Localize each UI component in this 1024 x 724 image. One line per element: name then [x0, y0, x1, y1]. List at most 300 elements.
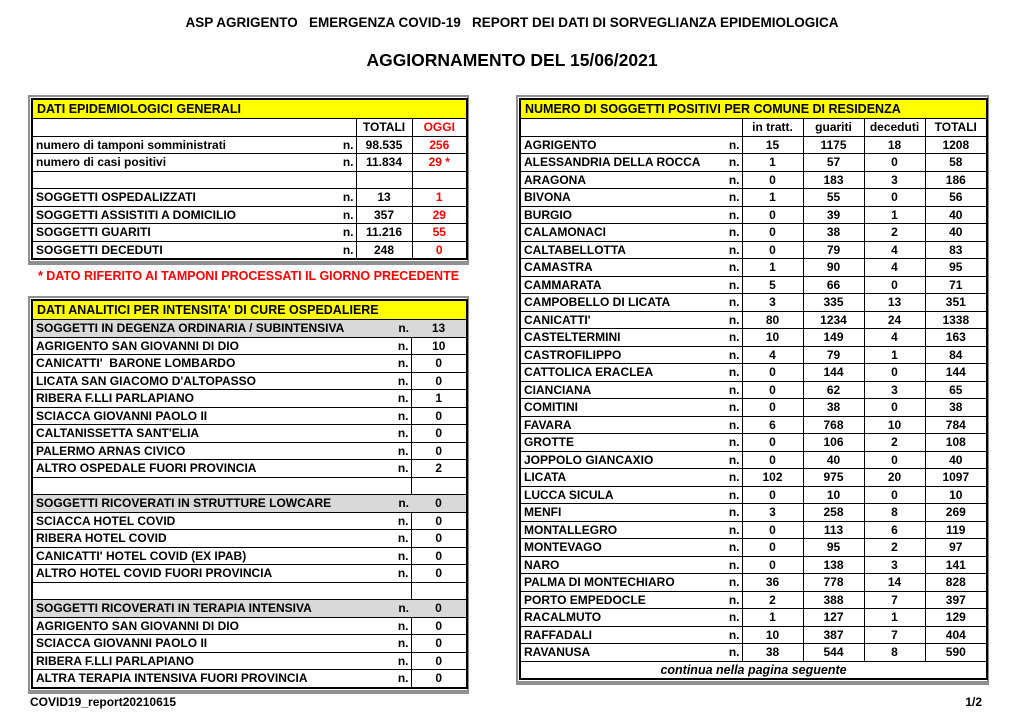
- comune-name: GROTTE: [520, 434, 716, 452]
- unit-label: n.: [716, 416, 742, 434]
- totali-value: 590: [925, 644, 987, 662]
- unit-label: n.: [716, 539, 742, 557]
- in-tratt-value: 1: [742, 154, 803, 172]
- comune-name: JOPPOLO GIANCAXIO: [520, 451, 716, 469]
- comune-name: BIVONA: [520, 189, 716, 207]
- totali-value: 97: [925, 539, 987, 557]
- empty-header-cell: [332, 119, 356, 137]
- unit-label: n.: [387, 320, 411, 338]
- oggi-value: 1: [412, 189, 467, 207]
- unit-label: n.: [332, 224, 356, 242]
- guariti-value: 768: [803, 416, 864, 434]
- unit-label: n.: [716, 644, 742, 662]
- hospital-care-table: [28, 296, 469, 694]
- totali-value: 13: [356, 189, 412, 207]
- row-label: SOGGETTI GUARITI: [32, 224, 332, 242]
- in-tratt-value: 2: [742, 591, 803, 609]
- row-label: numero di casi positivi: [32, 154, 332, 172]
- deceduti-value: 7: [864, 591, 925, 609]
- unit-label: n.: [716, 486, 742, 504]
- totali-value: 95: [925, 259, 987, 277]
- totali-value: 119: [925, 521, 987, 539]
- row-value: 0: [411, 442, 467, 460]
- totali-value: 186: [925, 171, 987, 189]
- oggi-value: 29 *: [412, 154, 467, 172]
- oggi-value: 256: [412, 136, 467, 154]
- empty-header-cell: [520, 119, 716, 137]
- comuni-table-title: NUMERO DI SOGGETTI POSITIVI PER COMUNE DI RESIDENZA: [520, 99, 987, 119]
- in-tratt-value: 102: [742, 469, 803, 487]
- in-tratt-value: 0: [742, 539, 803, 557]
- comune-name: MONTALLEGRO: [520, 521, 716, 539]
- row-value: 0: [411, 512, 467, 530]
- row-label: SOGGETTI OSPEDALIZZATI: [32, 189, 332, 207]
- totali-value: 108: [925, 434, 987, 452]
- deceduti-value: 7: [864, 626, 925, 644]
- totali-value: 357: [356, 206, 412, 224]
- row-value: 10: [411, 337, 467, 355]
- table-row: [32, 407, 467, 425]
- deceduti-value: 4: [864, 329, 925, 347]
- totali-value: 784: [925, 416, 987, 434]
- table-title-row: [520, 99, 987, 119]
- table-row: [520, 241, 987, 259]
- table-row: [32, 617, 467, 635]
- comune-name: CATTOLICA ERACLEA: [520, 364, 716, 382]
- deceduti-value: 1: [864, 609, 925, 627]
- guariti-value: 90: [803, 259, 864, 277]
- unit-label: n.: [387, 495, 411, 513]
- row-label: [32, 477, 387, 495]
- table-row: [520, 136, 987, 154]
- comune-name: MONTEVAGO: [520, 539, 716, 557]
- deceduti-value: 4: [864, 241, 925, 259]
- in-tratt-value: 4: [742, 346, 803, 364]
- comune-name: PORTO EMPEDOCLE: [520, 591, 716, 609]
- row-label: [32, 171, 332, 189]
- comune-name: RAVANUSA: [520, 644, 716, 662]
- row-value: 0: [411, 355, 467, 373]
- unit-label: n.: [387, 547, 411, 565]
- row-label: ALTRO HOTEL COVID FUORI PROVINCIA: [32, 565, 387, 583]
- row-label: SCIACCA GIOVANNI PAOLO II: [32, 407, 387, 425]
- in-tratt-value: 0: [742, 451, 803, 469]
- unit-label: n.: [716, 521, 742, 539]
- unit-label: n.: [716, 469, 742, 487]
- table-header-row: [32, 119, 467, 137]
- comune-name: FAVARA: [520, 416, 716, 434]
- unit-label: n.: [716, 591, 742, 609]
- table-row: [520, 486, 987, 504]
- in-tratt-value: 10: [742, 626, 803, 644]
- totali-value: 84: [925, 346, 987, 364]
- unit-label: n.: [716, 224, 742, 242]
- table-row: [32, 224, 467, 242]
- in-tratt-value: 80: [742, 311, 803, 329]
- comune-name: CAMPOBELLO DI LICATA: [520, 294, 716, 312]
- hospital-table-title: DATI ANALITICI PER INTENSITA' DI CURE OSPEDALIERE: [32, 300, 467, 320]
- table-row: [32, 241, 467, 259]
- unit-label: n.: [716, 609, 742, 627]
- guariti-value: 387: [803, 626, 864, 644]
- unit-label: n.: [332, 154, 356, 172]
- deceduti-value: 0: [864, 399, 925, 417]
- deceduti-value: 0: [864, 276, 925, 294]
- row-label: [32, 582, 387, 600]
- unit-label: n.: [716, 311, 742, 329]
- table-row: [520, 346, 987, 364]
- totali-column-header: TOTALI: [356, 119, 412, 137]
- comune-name: LICATA: [520, 469, 716, 487]
- table-row: [520, 329, 987, 347]
- totali-value: 1097: [925, 469, 987, 487]
- row-label: ALTRO OSPEDALE FUORI PROVINCIA: [32, 460, 387, 478]
- tamponi-footnote: * DATO RIFERITO AI TAMPONI PROCESSATI IL GIORNO PRECEDENTE: [37, 269, 460, 283]
- table-row: [520, 364, 987, 382]
- page-number: 1/2: [965, 695, 982, 709]
- guariti-value: 66: [803, 276, 864, 294]
- totali-value: 404: [925, 626, 987, 644]
- guariti-column-header: guariti: [803, 119, 864, 137]
- unit-label: n.: [716, 504, 742, 522]
- update-date-title: AGGIORNAMENTO DEL 15/06/2021: [366, 50, 658, 70]
- in-tratt-value: 10: [742, 329, 803, 347]
- table-row: [32, 390, 467, 408]
- totali-value: 163: [925, 329, 987, 347]
- row-label: CALTANISSETTA SANT'ELIA: [32, 425, 387, 443]
- oggi-column-header: OGGI: [412, 119, 467, 137]
- totali-column-header: TOTALI: [925, 119, 987, 137]
- deceduti-value: 1: [864, 346, 925, 364]
- deceduti-value: 0: [864, 364, 925, 382]
- table-row: [520, 574, 987, 592]
- row-label: LICATA SAN GIACOMO D'ALTOPASSO: [32, 372, 387, 390]
- guariti-value: 38: [803, 399, 864, 417]
- row-label: SOGGETTI RICOVERATI IN TERAPIA INTENSIVA: [32, 600, 387, 618]
- row-value: 0: [411, 635, 467, 653]
- row-value: 0: [411, 547, 467, 565]
- unit-label: n.: [716, 329, 742, 347]
- deceduti-column-header: deceduti: [864, 119, 925, 137]
- unit-label: n.: [716, 434, 742, 452]
- in-tratt-value: 0: [742, 399, 803, 417]
- table-row: [520, 224, 987, 242]
- row-value: 0: [411, 425, 467, 443]
- deceduti-value: 2: [864, 539, 925, 557]
- guariti-value: 106: [803, 434, 864, 452]
- row-value: 2: [411, 460, 467, 478]
- table-row: [520, 381, 987, 399]
- row-label: RIBERA HOTEL COVID: [32, 530, 387, 548]
- row-label: RIBERA F.LLI PARLAPIANO: [32, 652, 387, 670]
- table-row: [520, 451, 987, 469]
- deceduti-value: 3: [864, 171, 925, 189]
- table-row: [520, 626, 987, 644]
- unit-label: n.: [387, 442, 411, 460]
- comune-name: RACALMUTO: [520, 609, 716, 627]
- unit-label: n.: [387, 652, 411, 670]
- deceduti-value: 6: [864, 521, 925, 539]
- in-tratt-value: 1: [742, 189, 803, 207]
- table-row: [520, 416, 987, 434]
- row-value: 0: [411, 565, 467, 583]
- comune-name: MENFI: [520, 504, 716, 522]
- row-label: CANICATTI' BARONE LOMBARDO: [32, 355, 387, 373]
- unit-label: n.: [387, 512, 411, 530]
- deceduti-value: 2: [864, 434, 925, 452]
- unit-label: n.: [716, 399, 742, 417]
- empty-header-cell: [716, 119, 742, 137]
- guariti-value: 79: [803, 346, 864, 364]
- totali-value: 10: [925, 486, 987, 504]
- comune-name: CASTROFILIPPO: [520, 346, 716, 364]
- deceduti-value: 3: [864, 381, 925, 399]
- guariti-value: 40: [803, 451, 864, 469]
- table-row: [520, 556, 987, 574]
- in-tratt-value: 15: [742, 136, 803, 154]
- guariti-value: 57: [803, 154, 864, 172]
- guariti-value: 335: [803, 294, 864, 312]
- deceduti-value: 13: [864, 294, 925, 312]
- unit-label: n.: [332, 136, 356, 154]
- row-value: 13: [411, 320, 467, 338]
- report-header-title: ASP AGRIGENTO EMERGENZA COVID-19 REPORT DEI DATI DI SORVEGLIANZA EPIDEMIOLOGICA: [185, 15, 839, 30]
- row-value: 0: [411, 495, 467, 513]
- totali-value: 351: [925, 294, 987, 312]
- in-tratt-value: 0: [742, 381, 803, 399]
- unit-label: n.: [387, 600, 411, 618]
- unit-label: n.: [387, 530, 411, 548]
- unit-label: n.: [716, 189, 742, 207]
- deceduti-value: 18: [864, 136, 925, 154]
- table-row: [32, 530, 467, 548]
- comune-name: LUCCA SICULA: [520, 486, 716, 504]
- unit-label: [332, 171, 356, 189]
- table-row: [32, 372, 467, 390]
- row-label: SOGGETTI RICOVERATI IN STRUTTURE LOWCARE: [32, 495, 387, 513]
- in-tratt-column-header: in tratt.: [742, 119, 803, 137]
- oggi-value: 29: [412, 206, 467, 224]
- table-row: [520, 189, 987, 207]
- unit-label: n.: [716, 259, 742, 277]
- guariti-value: 38: [803, 224, 864, 242]
- in-tratt-value: 0: [742, 241, 803, 259]
- deceduti-value: 24: [864, 311, 925, 329]
- row-label: AGRIGENTO SAN GIOVANNI DI DIO: [32, 617, 387, 635]
- table-row: [32, 425, 467, 443]
- deceduti-value: 0: [864, 451, 925, 469]
- in-tratt-value: 3: [742, 504, 803, 522]
- guariti-value: 55: [803, 189, 864, 207]
- comune-name: ALESSANDRIA DELLA ROCCA: [520, 154, 716, 172]
- unit-label: n.: [387, 635, 411, 653]
- table-row: [520, 276, 987, 294]
- table-row: [520, 171, 987, 189]
- unit-label: n.: [716, 556, 742, 574]
- guariti-value: 113: [803, 521, 864, 539]
- unit-label: [387, 477, 411, 495]
- totali-value: 269: [925, 504, 987, 522]
- table-row: [32, 652, 467, 670]
- table-row: [520, 469, 987, 487]
- in-tratt-value: 3: [742, 294, 803, 312]
- row-label: SOGGETTI DECEDUTI: [32, 241, 332, 259]
- totali-value: 1208: [925, 136, 987, 154]
- unit-label: n.: [716, 381, 742, 399]
- guariti-value: 39: [803, 206, 864, 224]
- section-header-row: [32, 495, 467, 513]
- unit-label: n.: [387, 407, 411, 425]
- in-tratt-value: 1: [742, 259, 803, 277]
- deceduti-value: 8: [864, 504, 925, 522]
- table-row: [520, 311, 987, 329]
- row-label: ALTRA TERAPIA INTENSIVA FUORI PROVINCIA: [32, 670, 387, 688]
- unit-label: n.: [716, 451, 742, 469]
- in-tratt-value: 1: [742, 609, 803, 627]
- unit-label: n.: [332, 241, 356, 259]
- comune-name: RAFFADALI: [520, 626, 716, 644]
- guariti-value: 544: [803, 644, 864, 662]
- row-value: 1: [411, 390, 467, 408]
- unit-label: n.: [716, 154, 742, 172]
- guariti-value: 149: [803, 329, 864, 347]
- deceduti-value: 10: [864, 416, 925, 434]
- guariti-value: 388: [803, 591, 864, 609]
- empty-header-cell: [32, 119, 332, 137]
- right-column: [516, 95, 989, 685]
- guariti-value: 258: [803, 504, 864, 522]
- unit-label: n.: [332, 189, 356, 207]
- unit-label: n.: [716, 574, 742, 592]
- unit-label: n.: [387, 617, 411, 635]
- deceduti-value: 3: [864, 556, 925, 574]
- spacer-row: [32, 477, 467, 495]
- deceduti-value: 0: [864, 486, 925, 504]
- comune-name: BURGIO: [520, 206, 716, 224]
- deceduti-value: 8: [864, 644, 925, 662]
- row-label: SOGGETTI IN DEGENZA ORDINARIA / SUBINTENSIVA: [32, 320, 387, 338]
- row-label: CANICATTI' HOTEL COVID (EX IPAB): [32, 547, 387, 565]
- deceduti-value: 1: [864, 206, 925, 224]
- unit-label: [387, 582, 411, 600]
- in-tratt-value: 0: [742, 521, 803, 539]
- row-label: SCIACCA GIOVANNI PAOLO II: [32, 635, 387, 653]
- left-column: [28, 95, 469, 694]
- unit-label: n.: [716, 626, 742, 644]
- totali-value: 58: [925, 154, 987, 172]
- guariti-value: 95: [803, 539, 864, 557]
- unit-label: n.: [716, 364, 742, 382]
- table-row: [32, 154, 467, 172]
- unit-label: n.: [716, 206, 742, 224]
- row-value: 0: [411, 670, 467, 688]
- comuni-positives-table: [516, 95, 989, 685]
- totali-value: [356, 171, 412, 189]
- unit-label: n.: [716, 346, 742, 364]
- in-tratt-value: 0: [742, 206, 803, 224]
- deceduti-value: 2: [864, 224, 925, 242]
- unit-label: n.: [387, 355, 411, 373]
- comune-name: CAMMARATA: [520, 276, 716, 294]
- table-row: [32, 442, 467, 460]
- spacer-row: [32, 171, 467, 189]
- deceduti-value: 14: [864, 574, 925, 592]
- table-row: [520, 259, 987, 277]
- guariti-value: 183: [803, 171, 864, 189]
- table-row: [32, 355, 467, 373]
- row-label: RIBERA F.LLI PARLAPIANO: [32, 390, 387, 408]
- totali-value: 40: [925, 206, 987, 224]
- oggi-value: [412, 171, 467, 189]
- table-row: [32, 547, 467, 565]
- totali-value: 56: [925, 189, 987, 207]
- totali-value: 129: [925, 609, 987, 627]
- totali-value: 11.216: [356, 224, 412, 242]
- spacer-row: [32, 582, 467, 600]
- unit-label: n.: [716, 171, 742, 189]
- table-row: [32, 670, 467, 688]
- row-value: 0: [411, 530, 467, 548]
- guariti-value: 1234: [803, 311, 864, 329]
- report-filename: COVID19_report20210615: [30, 695, 177, 709]
- in-tratt-value: 0: [742, 364, 803, 382]
- totali-value: 11.834: [356, 154, 412, 172]
- row-label: PALERMO ARNAS CIVICO: [32, 442, 387, 460]
- in-tratt-value: 38: [742, 644, 803, 662]
- guariti-value: 975: [803, 469, 864, 487]
- comune-name: ARAGONA: [520, 171, 716, 189]
- comune-name: COMITINI: [520, 399, 716, 417]
- totali-value: 141: [925, 556, 987, 574]
- table-row: [520, 539, 987, 557]
- in-tratt-value: 0: [742, 556, 803, 574]
- table-row: [520, 206, 987, 224]
- table-row: [520, 434, 987, 452]
- comune-name: CALTABELLOTTA: [520, 241, 716, 259]
- table-header-row: [520, 119, 987, 137]
- table-row: [32, 136, 467, 154]
- oggi-value: 55: [412, 224, 467, 242]
- oggi-value: 0: [412, 241, 467, 259]
- in-tratt-value: 0: [742, 486, 803, 504]
- unit-label: n.: [387, 390, 411, 408]
- table-row: [520, 504, 987, 522]
- general-table-title: DATI EPIDEMIOLOGICI GENERALI: [32, 99, 467, 119]
- totali-value: 248: [356, 241, 412, 259]
- continuation-note-row: [520, 661, 987, 679]
- comune-name: AGRIGENTO: [520, 136, 716, 154]
- table-row: [32, 206, 467, 224]
- row-value: 0: [411, 600, 467, 618]
- guariti-value: 79: [803, 241, 864, 259]
- comune-name: CASTELTERMINI: [520, 329, 716, 347]
- unit-label: n.: [387, 565, 411, 583]
- comune-name: CALAMONACI: [520, 224, 716, 242]
- table-row: [32, 565, 467, 583]
- in-tratt-value: 5: [742, 276, 803, 294]
- totali-value: 397: [925, 591, 987, 609]
- unit-label: n.: [387, 372, 411, 390]
- guariti-value: 778: [803, 574, 864, 592]
- row-value: 0: [411, 652, 467, 670]
- section-header-row: [32, 320, 467, 338]
- row-label: SCIACCA HOTEL COVID: [32, 512, 387, 530]
- totali-value: 98.535: [356, 136, 412, 154]
- comune-name: PALMA DI MONTECHIARO: [520, 574, 716, 592]
- comune-name: CANICATTI': [520, 311, 716, 329]
- table-row: [32, 460, 467, 478]
- table-row: [520, 609, 987, 627]
